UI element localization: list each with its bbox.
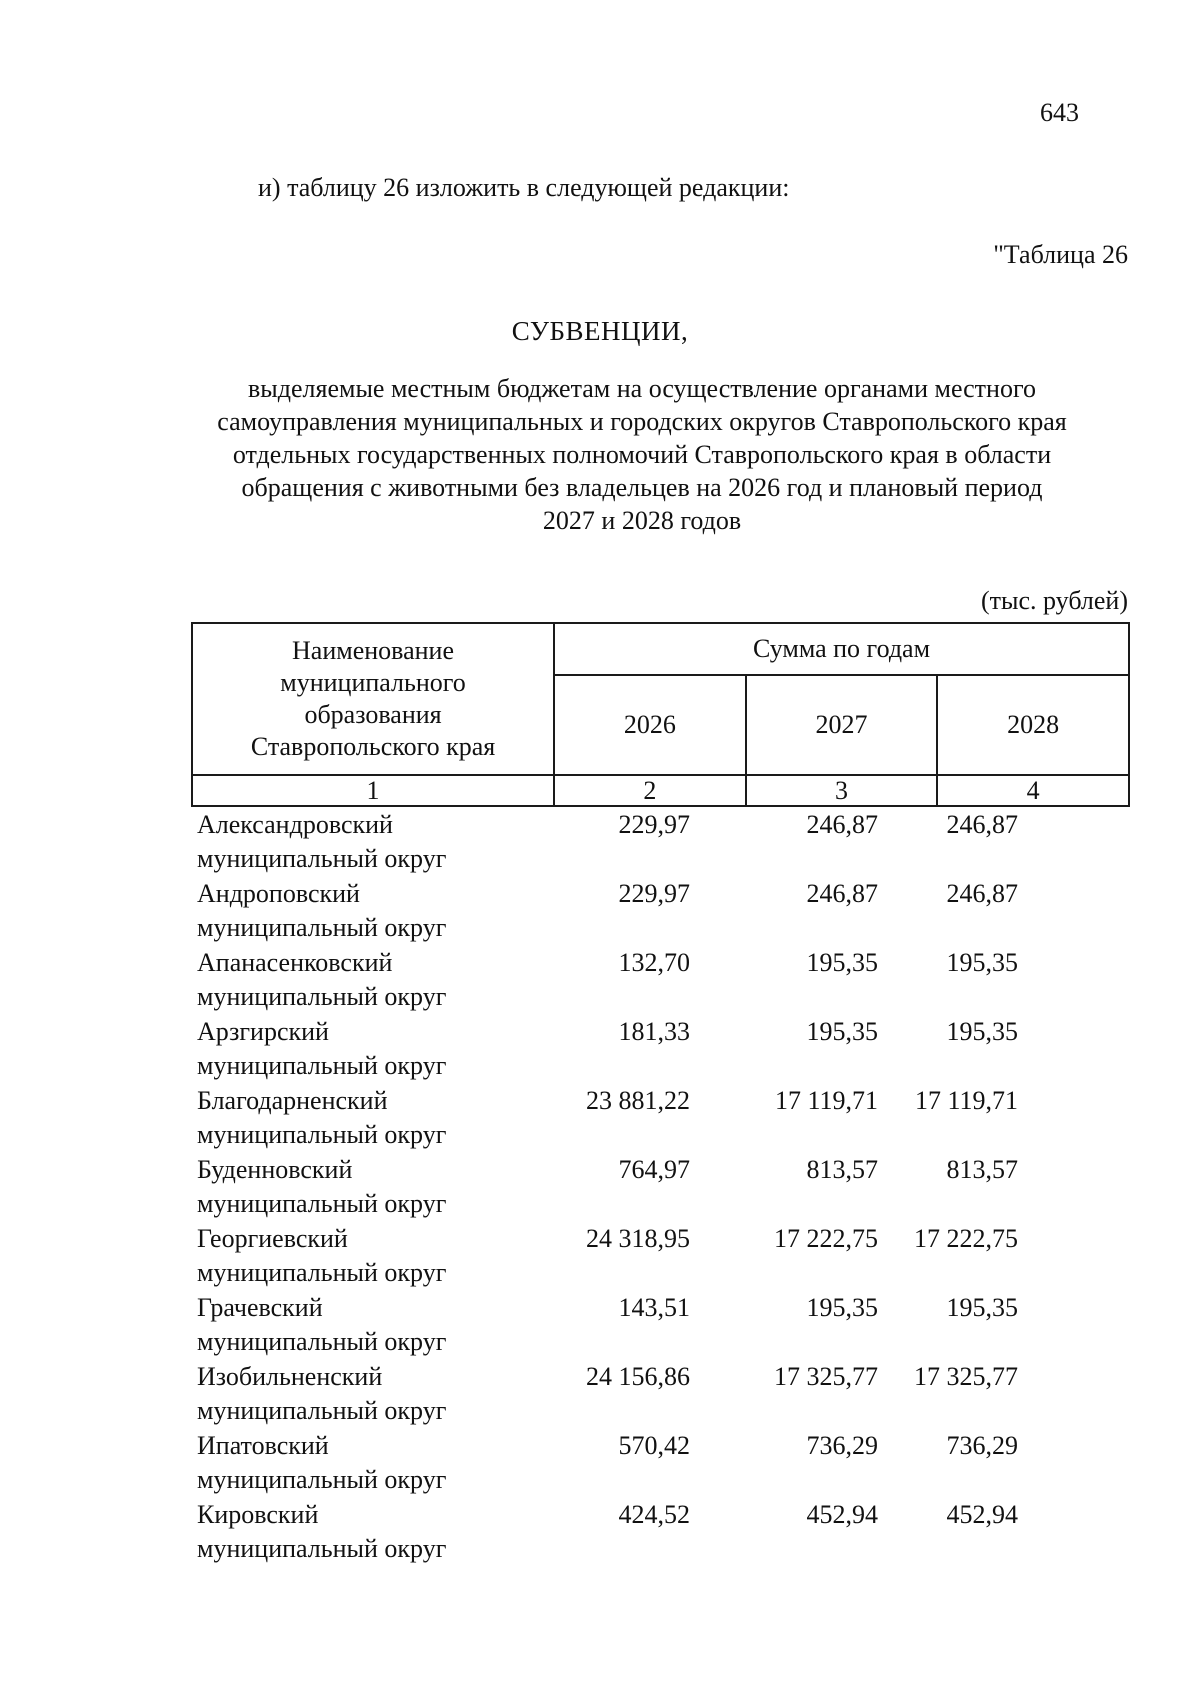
column-number: 3	[746, 775, 938, 806]
value-2027: 813,57	[806, 1155, 878, 1184]
table-row	[191, 946, 1130, 1015]
value-2026: 143,51	[618, 1293, 690, 1322]
municipality-title: Георгиевский	[197, 1224, 348, 1253]
municipality-type: муниципальный округ	[197, 1534, 447, 1563]
value-2026: 229,97	[618, 879, 690, 908]
municipality-type: муниципальный округ	[197, 1258, 447, 1287]
column-number: 2	[554, 775, 746, 806]
municipality-type: муниципальный округ	[197, 1396, 447, 1425]
municipality-title: Арзгирский	[197, 1017, 329, 1046]
table-row	[191, 1498, 1130, 1567]
municipality-title: Благодарненский	[197, 1086, 388, 1115]
municipality-title: Андроповский	[197, 879, 360, 908]
value-2026: 24 156,86	[586, 1362, 690, 1391]
units-label: (тыс. рублей)	[980, 586, 1128, 615]
subtitle-line: 2027 и 2028 годов	[542, 506, 742, 535]
value-2028: 246,87	[946, 810, 1018, 839]
municipality-title: Кировский	[197, 1500, 319, 1529]
table-row	[191, 808, 1130, 877]
header-name-line: Ставропольского края	[250, 732, 496, 761]
municipality-type: муниципальный округ	[197, 1327, 447, 1356]
header-municipality	[192, 623, 554, 775]
municipality-title: Ипатовский	[197, 1431, 329, 1460]
municipality-name	[197, 808, 446, 876]
value-2027: 17 222,75	[774, 1224, 878, 1253]
municipality-name	[197, 1084, 446, 1152]
table-row	[191, 1360, 1130, 1429]
value-2026: 424,52	[618, 1500, 690, 1529]
header-year-2026: 2026	[554, 675, 746, 775]
value-2026: 23 881,22	[586, 1086, 690, 1115]
value-2027: 195,35	[806, 1293, 878, 1322]
municipality-name	[197, 1360, 446, 1428]
value-2027: 195,35	[806, 948, 878, 977]
municipality-type: муниципальный округ	[197, 1189, 447, 1218]
municipality-name	[197, 1015, 446, 1083]
table-row	[191, 1084, 1130, 1153]
page-number: 643	[1040, 98, 1079, 127]
table-row	[191, 1015, 1130, 1084]
value-2028: 195,35	[946, 1293, 1018, 1322]
value-2028: 17 119,71	[914, 1086, 1018, 1115]
table-label: "Таблица 26	[993, 240, 1128, 269]
municipality-name	[197, 946, 446, 1014]
subtitle-line: самоуправления муниципальных и городских округов Ставропольского края	[217, 407, 1067, 436]
table-row	[191, 1222, 1130, 1291]
table-row	[191, 1429, 1130, 1498]
value-2026: 181,33	[618, 1017, 690, 1046]
header-name-line: Наименование	[292, 636, 455, 665]
value-2027: 17 119,71	[774, 1086, 878, 1115]
value-2027: 736,29	[806, 1431, 878, 1460]
value-2028: 195,35	[946, 1017, 1018, 1046]
municipality-type: муниципальный округ	[197, 913, 447, 942]
value-2027: 246,87	[806, 879, 878, 908]
municipality-type: муниципальный округ	[197, 1465, 447, 1494]
municipality-type: муниципальный округ	[197, 982, 447, 1011]
column-number: 4	[937, 775, 1129, 806]
municipality-name	[197, 1498, 446, 1566]
document-subtitle	[170, 372, 1114, 537]
table-body	[191, 808, 1130, 1567]
value-2028: 17 325,77	[914, 1362, 1018, 1391]
value-2028: 736,29	[946, 1431, 1018, 1460]
value-2028: 17 222,75	[914, 1224, 1018, 1253]
document-title: СУБВЕНЦИИ,	[511, 316, 689, 346]
municipality-title: Александровский	[197, 810, 393, 839]
subtitle-line: отдельных государственных полномочий Ставропольского края в области	[232, 440, 1052, 469]
column-number: 1	[192, 775, 554, 806]
table-row	[191, 1153, 1130, 1222]
municipality-type: муниципальный округ	[197, 1120, 447, 1149]
table-header	[191, 622, 1130, 807]
value-2028: 246,87	[946, 879, 1018, 908]
header-year-2028: 2028	[937, 675, 1129, 775]
subtitle-line: обращения с животными без владельцев на 2026 год и плановый период	[241, 473, 1043, 502]
header-name-line: образования	[304, 700, 442, 729]
value-2026: 24 318,95	[586, 1224, 690, 1253]
value-2026: 764,97	[618, 1155, 690, 1184]
value-2027: 17 325,77	[774, 1362, 878, 1391]
municipality-title: Грачевский	[197, 1293, 323, 1322]
value-2028: 195,35	[946, 948, 1018, 977]
municipality-name	[197, 1222, 446, 1290]
header-name-line: муниципального	[280, 668, 466, 697]
municipality-title: Буденновский	[197, 1155, 353, 1184]
subtitle-line: выделяемые местным бюджетам на осуществление органами местного	[248, 374, 1036, 403]
header-sum-by-years: Сумма по годам	[554, 623, 1129, 675]
value-2026: 132,70	[618, 948, 690, 977]
table-row	[191, 1291, 1130, 1360]
table-row	[191, 877, 1130, 946]
value-2027: 195,35	[806, 1017, 878, 1046]
value-2027: 246,87	[806, 810, 878, 839]
municipality-type: муниципальный округ	[197, 844, 447, 873]
value-2026: 229,97	[618, 810, 690, 839]
municipality-type: муниципальный округ	[197, 1051, 447, 1080]
intro-text: и) таблицу 26 изложить в следующей редакции:	[258, 173, 790, 202]
value-2028: 452,94	[946, 1500, 1018, 1529]
municipality-name	[197, 1429, 446, 1497]
municipality-name	[197, 877, 446, 945]
municipality-name	[197, 1153, 446, 1221]
header-year-2027: 2027	[746, 675, 938, 775]
municipality-name	[197, 1291, 446, 1359]
municipality-title: Изобильненский	[197, 1362, 383, 1391]
municipality-title: Апанасенковский	[197, 948, 393, 977]
value-2026: 570,42	[618, 1431, 690, 1460]
value-2028: 813,57	[946, 1155, 1018, 1184]
value-2027: 452,94	[806, 1500, 878, 1529]
